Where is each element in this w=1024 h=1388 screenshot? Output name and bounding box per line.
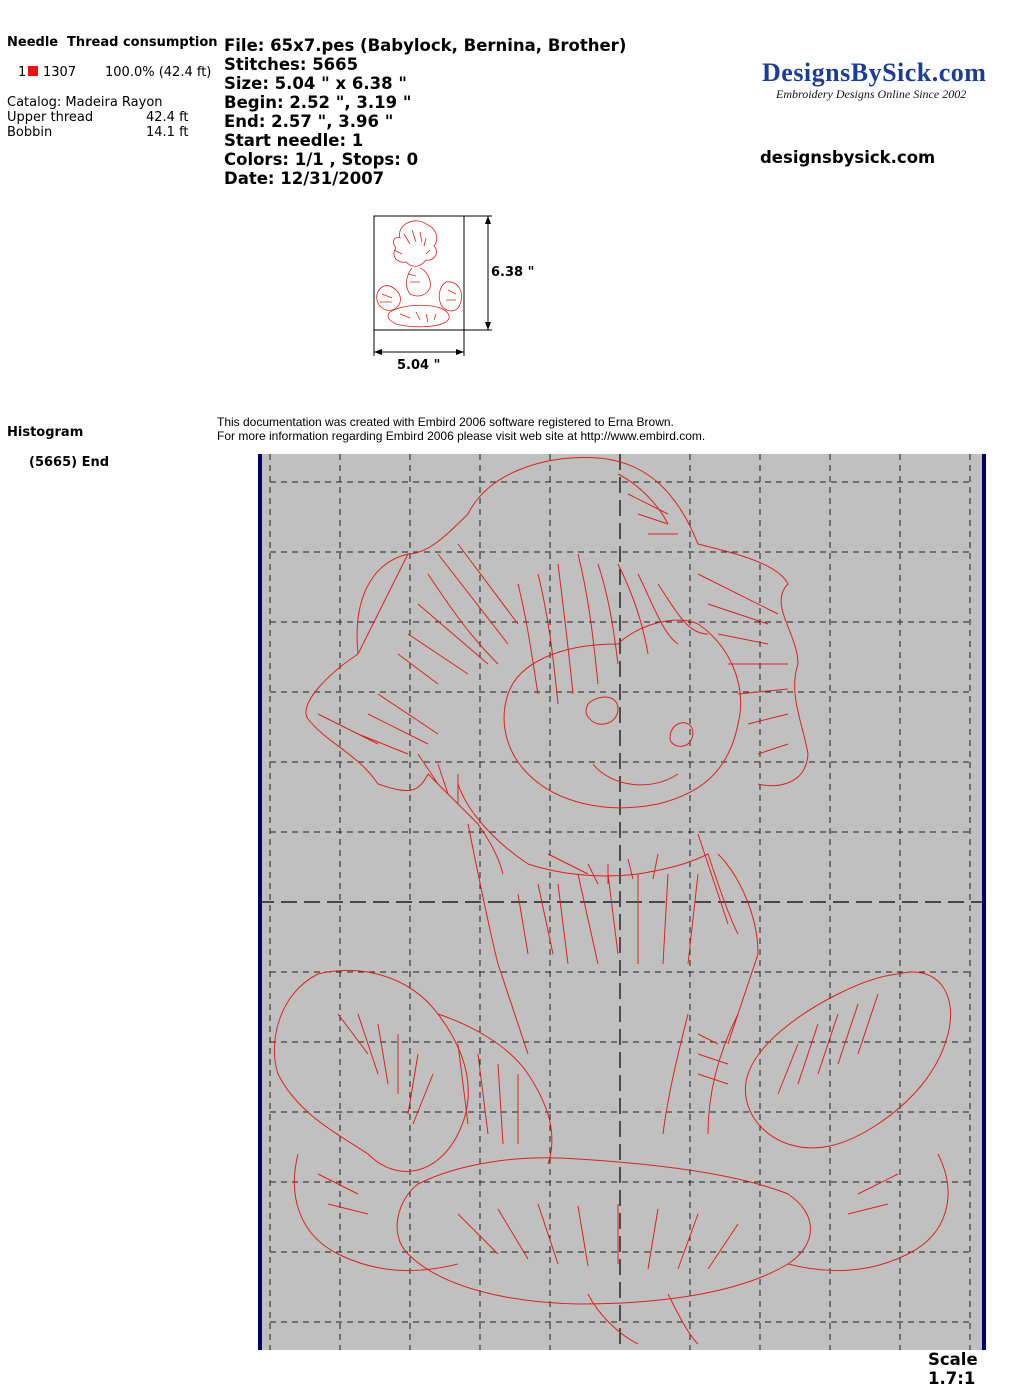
design-date: Date: 12/31/2007 — [224, 169, 385, 188]
brand-tagline: Embroidery Designs Online Since 2002 — [776, 87, 967, 101]
website-label: designsbysick.com — [760, 148, 936, 167]
scale-label: Scale 1.7:1 — [928, 1350, 978, 1388]
file-info — [224, 36, 626, 188]
colors-stops: Colors: 1/1 , Stops: 0 — [224, 150, 419, 169]
histogram-title: Histogram — [7, 425, 84, 440]
credits — [217, 415, 705, 443]
thumbnail-width-label: 5.04 " — [397, 358, 441, 373]
thread-code: 1307 — [43, 65, 77, 80]
credits-line-2: For more information regarding Embird 2006 please visit web site at http://www.embird.com. — [217, 429, 706, 443]
file-name: File: 65x7.pes (Babylock, Bernina, Brother) — [224, 36, 627, 55]
design-size: Size: 5.04 " x 6.38 " — [224, 74, 407, 93]
end-point: End: 2.57 ", 3.96 " — [224, 112, 394, 131]
upper-thread-label: Upper thread — [7, 110, 94, 125]
bobbin-label: Bobbin — [7, 125, 53, 140]
catalog-label: Catalog: Madeira Rayon — [7, 95, 163, 110]
begin-point: Begin: 2.52 ", 3.19 " — [224, 93, 412, 112]
start-needle: Start needle: 1 — [224, 131, 364, 150]
thumbnail-height-label: 6.38 " — [491, 265, 535, 280]
design-thumbnail — [360, 210, 550, 380]
stitch-count: Stitches: 5665 — [224, 55, 359, 74]
thread-color-swatch — [28, 66, 38, 76]
bobbin-value: 14.1 ft — [146, 125, 189, 140]
upper-thread-value: 42.4 ft — [146, 110, 189, 125]
needle-number: 1 — [18, 65, 27, 80]
histogram-entry: (5665) End — [29, 455, 110, 470]
credits-line-1: This documentation was created with Embird 2006 software registered to Erna Brown. — [217, 415, 674, 429]
brand-logo: DesignsBySick.com — [762, 58, 987, 87]
needle-header: Needle — [7, 35, 59, 50]
thread-percent: 100.0% (42.4 ft) — [105, 65, 212, 80]
thread-consumption-header: Thread consumption — [67, 35, 218, 50]
design-preview — [258, 454, 986, 1350]
